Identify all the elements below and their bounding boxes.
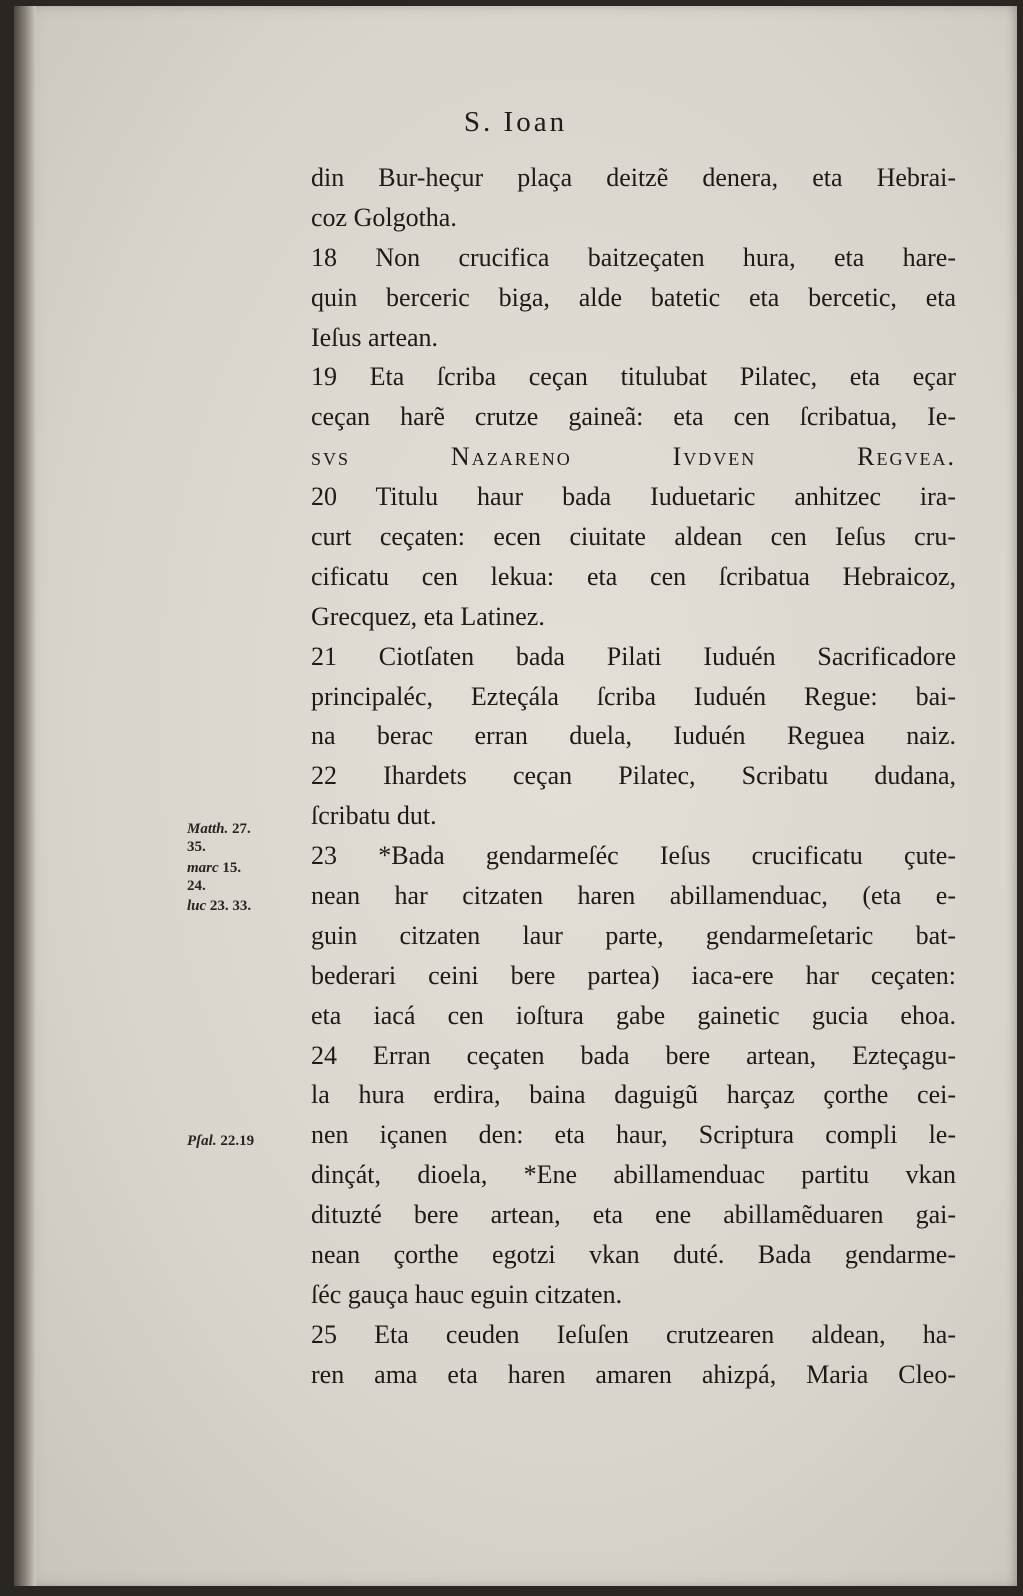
- body-text: [311, 158, 956, 1395]
- text-line: 19 Eta ſcriba ceçan titulubat Pilatec, eta eçar: [311, 362, 956, 392]
- text-line: 18 Non crucifica baitzeçaten hura, eta hare-: [311, 242, 956, 272]
- text-line: curt ceçaten: ecen ciuitate aldean cen Ieſus cru-: [311, 522, 956, 552]
- margin-book: Matth.: [187, 821, 229, 837]
- margin-ref: 22.19: [220, 1133, 255, 1149]
- text-line: ren ama eta haren amaren ahizpá, Maria Cleo-: [311, 1359, 956, 1389]
- margin-book: marc: [187, 860, 219, 876]
- text-line: Grecquez, eta Latinez.: [311, 601, 545, 631]
- text-line: nean har citzaten haren abillamenduac, (eta e-: [311, 881, 956, 911]
- book-page: [14, 6, 1017, 1586]
- margin-book: luc: [187, 898, 207, 914]
- margin-reference-luke: [187, 897, 302, 915]
- margin-reference-matthew: [187, 820, 302, 856]
- text-line: dituzté bere artean, eta ene abillamẽduaren gai-: [311, 1200, 956, 1230]
- text-line: 23 *Bada gendarmeſéc Ieſus crucificatu çute-: [311, 841, 956, 871]
- text-line: coz Golgotha.: [311, 202, 457, 232]
- running-header: [14, 106, 1017, 139]
- text-line: principaléc, Ezteçála ſcriba Iuduén Regue: bai-: [311, 681, 956, 711]
- text-line: ſcribatu dut.: [311, 801, 437, 831]
- text-line: la hura erdira, baina daguigũ harçaz çorthe cei-: [311, 1080, 956, 1110]
- text-line-small-caps: svs Nazareno Ivdven Regvea.: [311, 442, 956, 472]
- text-line: ſéc gauça hauc eguin citzaten.: [311, 1279, 623, 1309]
- text-line: 20 Titulu haur bada Iuduetaric anhitzec ira-: [311, 482, 956, 512]
- margin-reference-mark: [187, 859, 302, 895]
- text-line: Ieſus artean.: [311, 322, 439, 352]
- text-line: guin citzaten laur parte, gendarmeſetaric bat-: [311, 920, 956, 950]
- running-header-text: S. Ioan: [463, 106, 568, 138]
- book-spine: [14, 6, 36, 1586]
- margin-ref: 23. 33.: [209, 898, 252, 914]
- margin-ref: 35.: [187, 839, 206, 855]
- text-line: bederari ceini bere partea) iaca-ere har ceçaten:: [311, 960, 956, 990]
- margin-ref: 27.: [232, 821, 251, 837]
- text-line: na berac erran duela, Iuduén Reguea naiz.: [311, 721, 956, 751]
- text-line: nean çorthe egotzi vkan duté. Bada gendarme-: [311, 1240, 956, 1270]
- margin-ref: 24.: [187, 878, 206, 894]
- text-line: din Bur-heçur plaça deitzẽ denera, eta Hebrai-: [311, 163, 956, 192]
- margin-ref: 15.: [222, 860, 242, 876]
- text-line: 21 Ciotſaten bada Pilati Iuduén Sacrificadore: [311, 641, 956, 671]
- text-line: dinçát, dioela, *Ene abillamenduac partitu vkan: [311, 1160, 956, 1190]
- text-line: cificatu cen lekua: eta cen ſcribatua Hebraicoz,: [311, 561, 956, 591]
- text-line: 24 Erran ceçaten bada bere artean, Ezteçagu-: [311, 1040, 956, 1070]
- margin-reference-psalm: [187, 1132, 302, 1150]
- margin-book: Pſal.: [187, 1133, 217, 1149]
- text-line: ceçan harẽ crutze gaineã: eta cen ſcribatua, Ie-: [311, 402, 956, 432]
- text-line: quin berceric biga, alde batetic eta bercetic, eta: [311, 282, 956, 312]
- text-line: eta iacá cen ioſtura gabe gainetic gucia ehoa.: [311, 1000, 956, 1030]
- text-line: nen içanen den: eta haur, Scriptura compli le-: [311, 1120, 956, 1150]
- text-line: 25 Eta ceuden Ieſuſen crutzearen aldean, ha-: [311, 1319, 956, 1349]
- text-line: 22 Ihardets ceçan Pilatec, Scribatu dudana,: [311, 761, 956, 791]
